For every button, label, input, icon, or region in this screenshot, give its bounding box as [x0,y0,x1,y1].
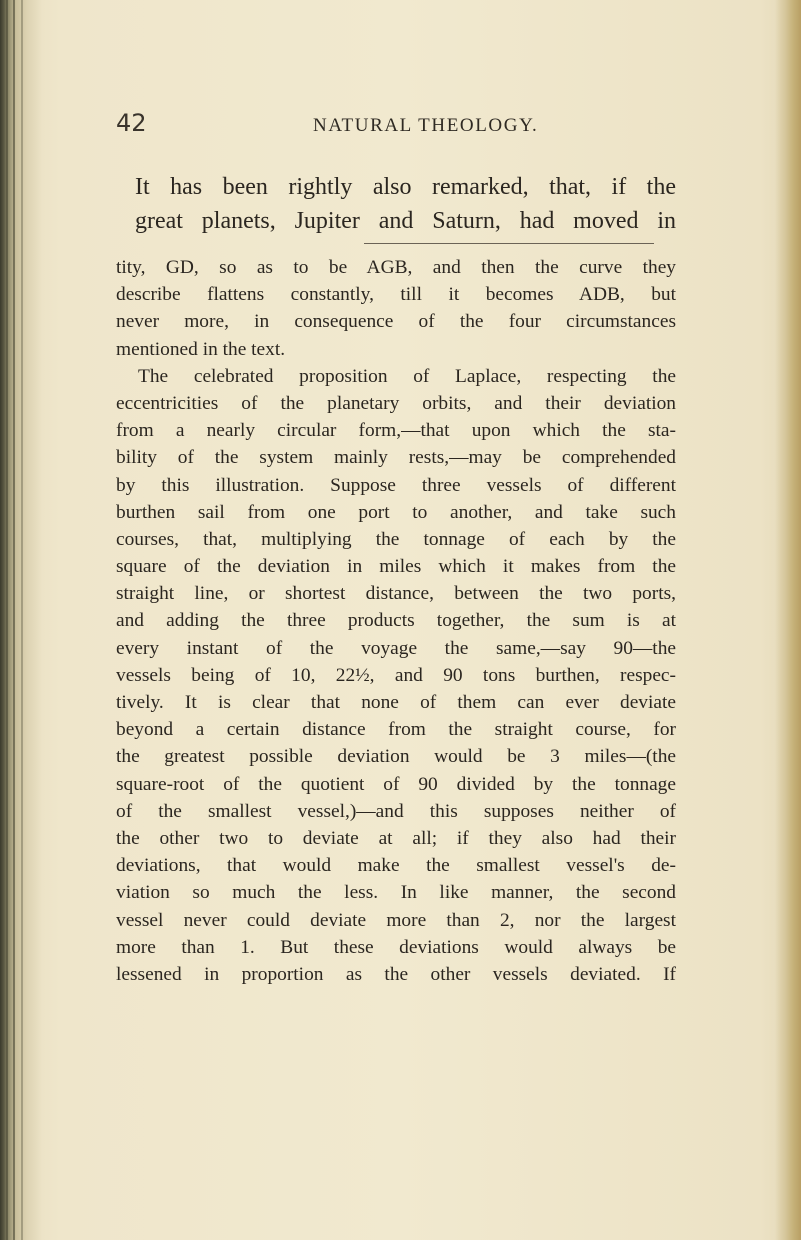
footnote-line: courses, that, multiplying the tonnage of each by the [116,528,676,550]
footnote-line: the greatest possible deviation would be 3 miles—(the [116,746,676,768]
footnote-line: beyond a certain distance from the straight course, for [116,719,676,741]
footnote-line: the other two to deviate at all; if they also had their [116,827,676,849]
footnote-line: bility of the system mainly rests,—may be comprehended [116,447,676,469]
footnote-line: and adding the three products together, the sum is at [116,610,676,632]
footnote-line: eccentricities of the planetary orbits, and their deviation [116,392,676,414]
footnote-line: viation so much the less. In like manner, the second [116,882,676,904]
footnote-line: every instant of the voyage the same,—say 90—the [116,637,676,659]
footnote-line: vessels being of 10, 22½, and 90 tons burthen, respec- [116,664,676,686]
footnote-line: lessened in proportion as the other vessels deviated. If [116,963,676,985]
running-head: NATURAL THEOLOGY. [313,115,539,136]
footnote [116,254,676,988]
binding-stripe [6,0,8,1240]
footnote-line: The celebrated proposition of Laplace, respecting the [138,365,676,387]
page-number: 42 [116,109,147,137]
page-edge [775,0,801,1240]
footnote-rule [364,243,654,244]
footnote-line: burthen sail from one port to another, and take such [116,501,676,523]
footnote-line: from a nearly circular form,—that upon which the sta- [116,420,676,442]
footnote-line: square of the deviation in miles which it makes from the [116,556,676,578]
footnote-line: square-root of the quotient of 90 divided by the tonnage [116,773,676,795]
footnote-line: tity, GD, so as to be AGB, and then the curve they [116,257,676,278]
footnote-line: deviations, that would make the smallest vessel's de- [116,855,676,877]
footnote-line: more than 1. But these deviations would always be [116,936,676,958]
footnote-line: of the smallest vessel,)—and this supposes neither of [116,800,676,822]
text-line: It has been rightly also remarked, that, if the [135,174,676,200]
text-line: great planets, Jupiter and Saturn, had moved in [135,208,676,234]
footnote-line: straight line, or shortest distance, between the two ports, [116,583,676,605]
binding-stripe [13,0,15,1240]
footnote-line: tively. It is clear that none of them can ever deviate [116,692,676,713]
footnote-line: by this illustration. Suppose three vessels of different [116,474,676,496]
footnote-line: never more, in consequence of the four circumstances [116,311,676,333]
footnote-line: vessel never could deviate more than 2, nor the largest [116,909,676,931]
page-header [116,109,676,145]
footnote-line: mentioned in the text. [116,338,286,360]
binding-stripe [21,0,23,1240]
main-paragraph [135,170,676,238]
book-binding [0,0,42,1240]
footnote-line: describe flattens constantly, till it becomes ADB, but [116,284,676,306]
